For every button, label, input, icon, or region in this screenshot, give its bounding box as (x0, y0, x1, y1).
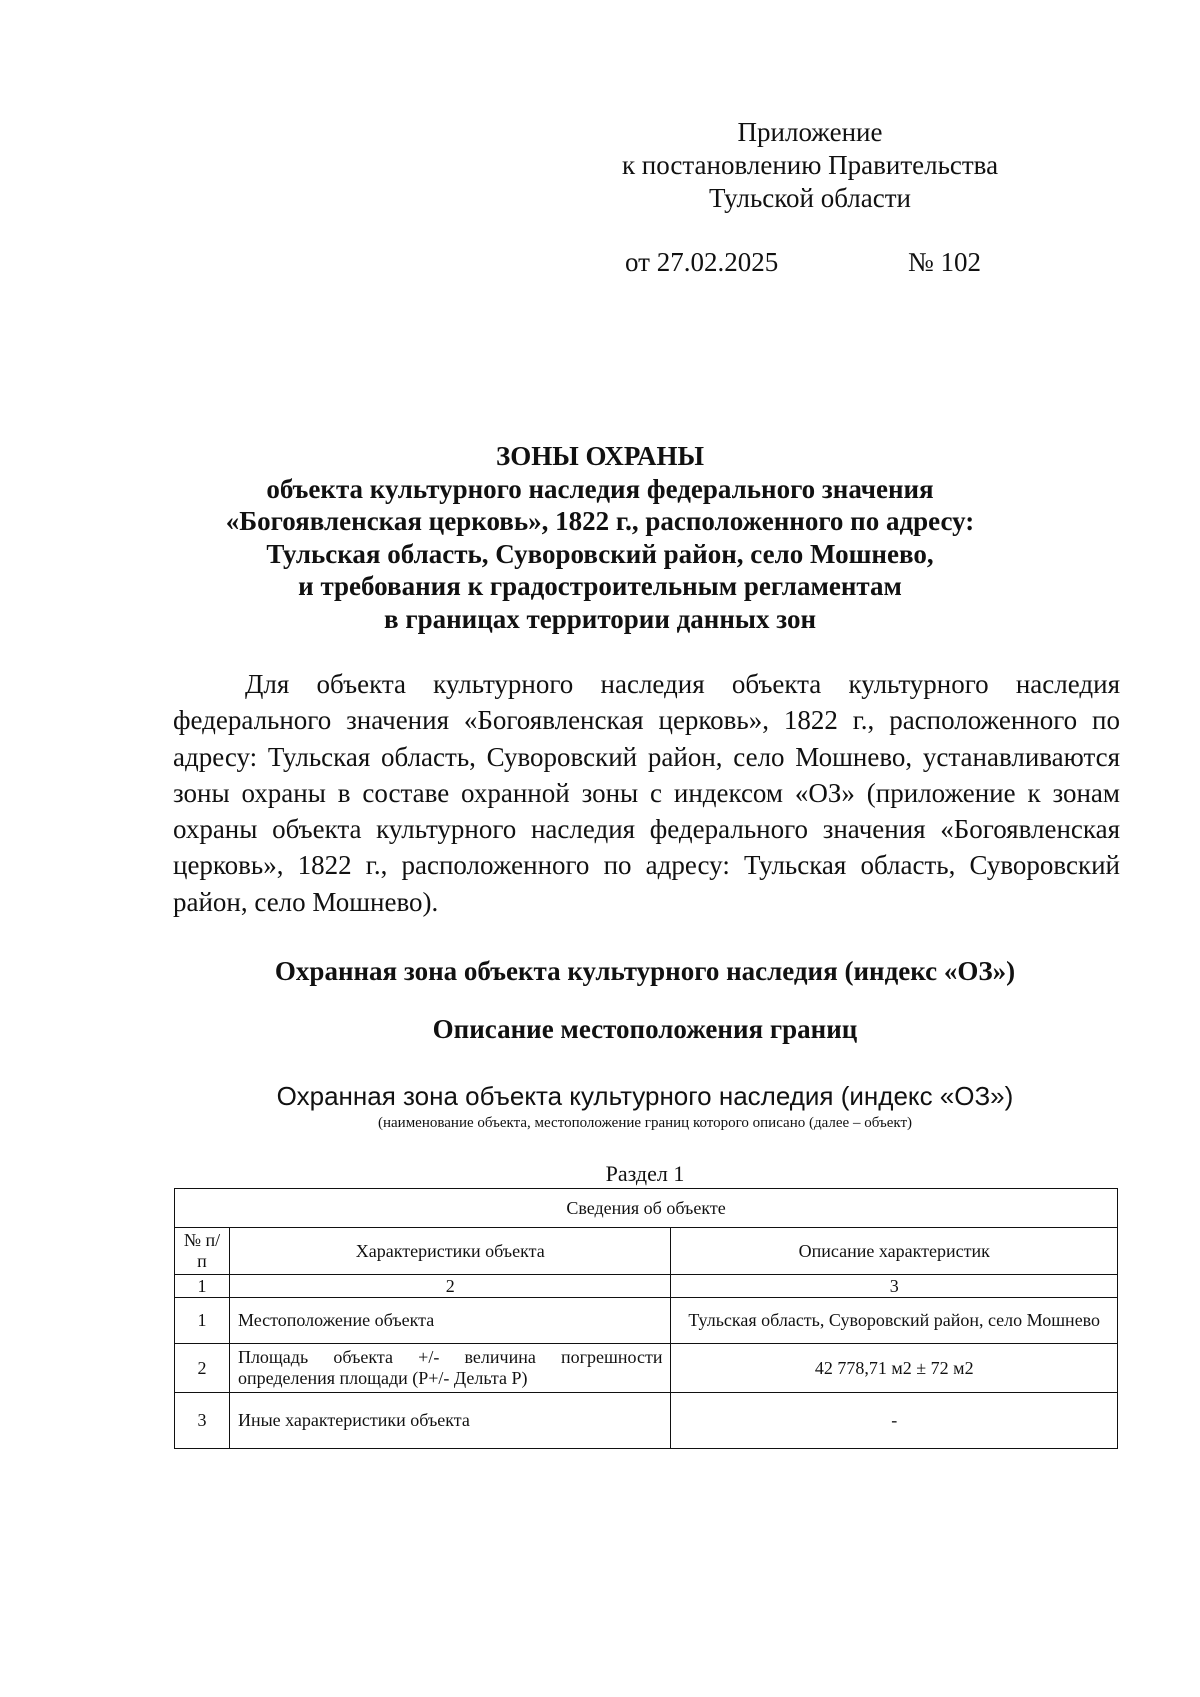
column-number: 3 (671, 1275, 1118, 1298)
row-number: 1 (175, 1298, 230, 1344)
resolution-ref: к постановлению Правительства (621, 150, 999, 180)
title-line-4: Тульская область, Суворовский район, село Мошнево, (266, 538, 934, 569)
row-characteristic: Местоположение объекта (229, 1298, 671, 1344)
row-number: 3 (175, 1393, 230, 1449)
boundary-heading: Описание местоположения границ (432, 1014, 858, 1044)
header-number: № п/п (175, 1228, 230, 1275)
document-title (150, 440, 1050, 635)
table-row (175, 1393, 1118, 1449)
region-name: Тульской области (709, 183, 911, 213)
row-characteristic: Площадь объекта +/- величина погрешности определения площади (P+/- Дельта P) (229, 1344, 671, 1393)
table-caption-row (175, 1189, 1118, 1228)
header-description: Описание характеристик (671, 1228, 1118, 1275)
title-line-2: объекта культурного наследия федерального значения (266, 473, 934, 504)
title-line-6: в границах территории данных зон (384, 603, 816, 634)
table-row (175, 1344, 1118, 1393)
object-info-table (174, 1188, 1118, 1449)
razdel-label: Раздел 1 (605, 1161, 685, 1186)
row-description: - (671, 1393, 1118, 1449)
zone-heading: Охранная зона объекта культурного наследия (индекс «ОЗ») (274, 956, 1016, 986)
object-name: Охранная зона объекта культурного наследия (индекс «ОЗ») (276, 1081, 1014, 1111)
title-line-3: «Богоявленская церковь», 1822 г., расположенного по адресу: (225, 506, 975, 536)
table-header-row (175, 1228, 1118, 1275)
header-characteristics: Характеристики объекта (229, 1228, 671, 1275)
column-number: 2 (229, 1275, 671, 1298)
body-paragraph: Для объекта культурного наследия объекта культурного наследия федерального значения «Богоявленская церковь», 1822 г., расположенного по адресу: Тульская область, Суворовский район, село Мошнево, устанавливаются зоны охраны в составе охранной зоны с индексом «ОЗ» (приложение к зонам охраны объекта культурного наследия федерального значения «Богоявленская церковь», 1822 г., расположенного по адресу: Тульская область, Суворовский район, село Мошнево). (173, 669, 1120, 917)
column-number: 1 (175, 1275, 230, 1298)
column-number-row (175, 1275, 1118, 1298)
appendix-label: Приложение (737, 117, 883, 147)
row-characteristic: Иные характеристики объекта (229, 1393, 671, 1449)
table-caption: Сведения об объекте (175, 1189, 1118, 1228)
row-description: Тульская область, Суворовский район, село Мошнево (671, 1298, 1118, 1344)
row-description: 42 778,71 м2 ± 72 м2 (671, 1344, 1118, 1393)
document-number: № 102 (908, 247, 982, 277)
title-line-1: ЗОНЫ ОХРАНЫ (496, 441, 704, 471)
title-line-5: и требования к градостроительным регламентам (298, 571, 902, 601)
object-hint: (наименование объекта, местоположение границ которого описано (далее – объект) (377, 1115, 913, 1131)
document-date: от 27.02.2025 (625, 247, 779, 277)
row-number: 2 (175, 1344, 230, 1393)
table-row (175, 1298, 1118, 1344)
